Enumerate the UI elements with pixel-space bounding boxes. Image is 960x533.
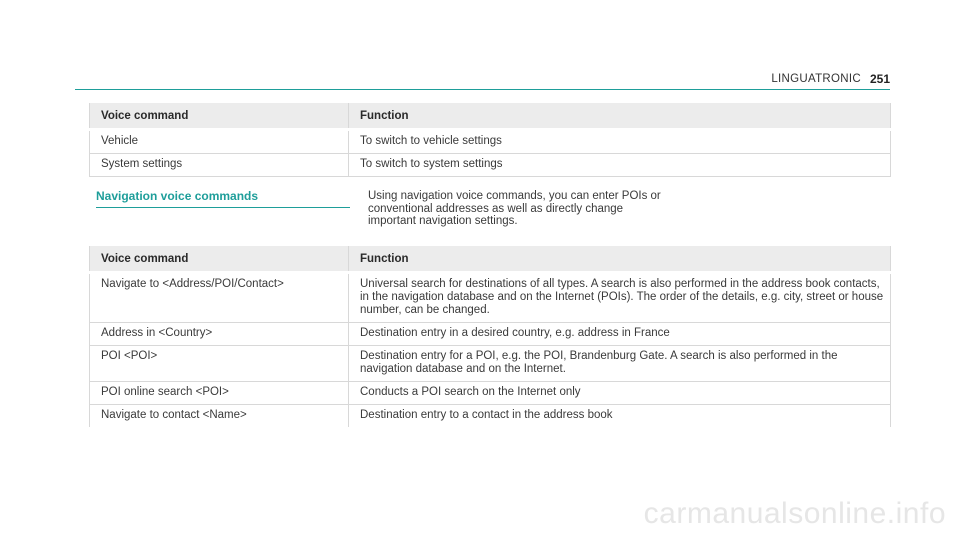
- voice-command-table-general: [89, 103, 891, 177]
- function-cell: Destination entry in a desired country, e.g. address in France: [349, 323, 891, 346]
- table-row: [90, 273, 891, 323]
- function-cell: Conducts a POI search on the Internet only: [349, 382, 891, 405]
- voice-command-cell: POI <POI>: [90, 346, 349, 382]
- page-number: 251: [869, 72, 890, 86]
- table-row: [90, 405, 891, 428]
- voice-command-cell: Navigate to <Address/POI/Contact>: [90, 273, 349, 323]
- voice-command-cell: POI online search <POI>: [90, 382, 349, 405]
- function-cell: Destination entry for a POI, e.g. the POI, Brandenburg Gate. A search is also performed in the navigation database and on the Internet.: [349, 346, 891, 382]
- table-row: [90, 323, 891, 346]
- function-cell: To switch to vehicle settings: [349, 130, 891, 154]
- table-header-row: [90, 246, 891, 273]
- section-intro-paragraph: Using navigation voice commands, you can enter POIs or conventional addresses as well as directly change important navigation settings.: [368, 190, 661, 227]
- table-row: [90, 382, 891, 405]
- column-header-voice-command: Voice command: [90, 246, 349, 273]
- function-cell: Destination entry to a contact in the address book: [349, 405, 891, 428]
- column-header-function: Function: [349, 246, 891, 273]
- function-cell: Universal search for destinations of all types. A search is also performed in the address book contacts, in the navigation database and on the Internet (POIs). The order of the details, e.g. city, street or house number, can be changed.: [349, 273, 891, 323]
- voice-command-cell: System settings: [90, 154, 349, 177]
- voice-command-cell: Address in <Country>: [90, 323, 349, 346]
- section-heading-navigation: Navigation voice commands: [96, 189, 350, 208]
- table-row: [90, 130, 891, 154]
- voice-command-table-navigation: [89, 246, 891, 427]
- page-header: [75, 70, 890, 90]
- section-title: LINGUATRONIC: [771, 73, 861, 85]
- table-row: [90, 346, 891, 382]
- voice-command-cell: Navigate to contact <Name>: [90, 405, 349, 428]
- voice-command-cell: Vehicle: [90, 130, 349, 154]
- table-header-row: [90, 103, 891, 130]
- table-row: [90, 154, 891, 177]
- column-header-voice-command: Voice command: [90, 103, 349, 130]
- column-header-function: Function: [349, 103, 891, 130]
- watermark: carmanualsonline.info: [643, 497, 946, 530]
- function-cell: To switch to system settings: [349, 154, 891, 177]
